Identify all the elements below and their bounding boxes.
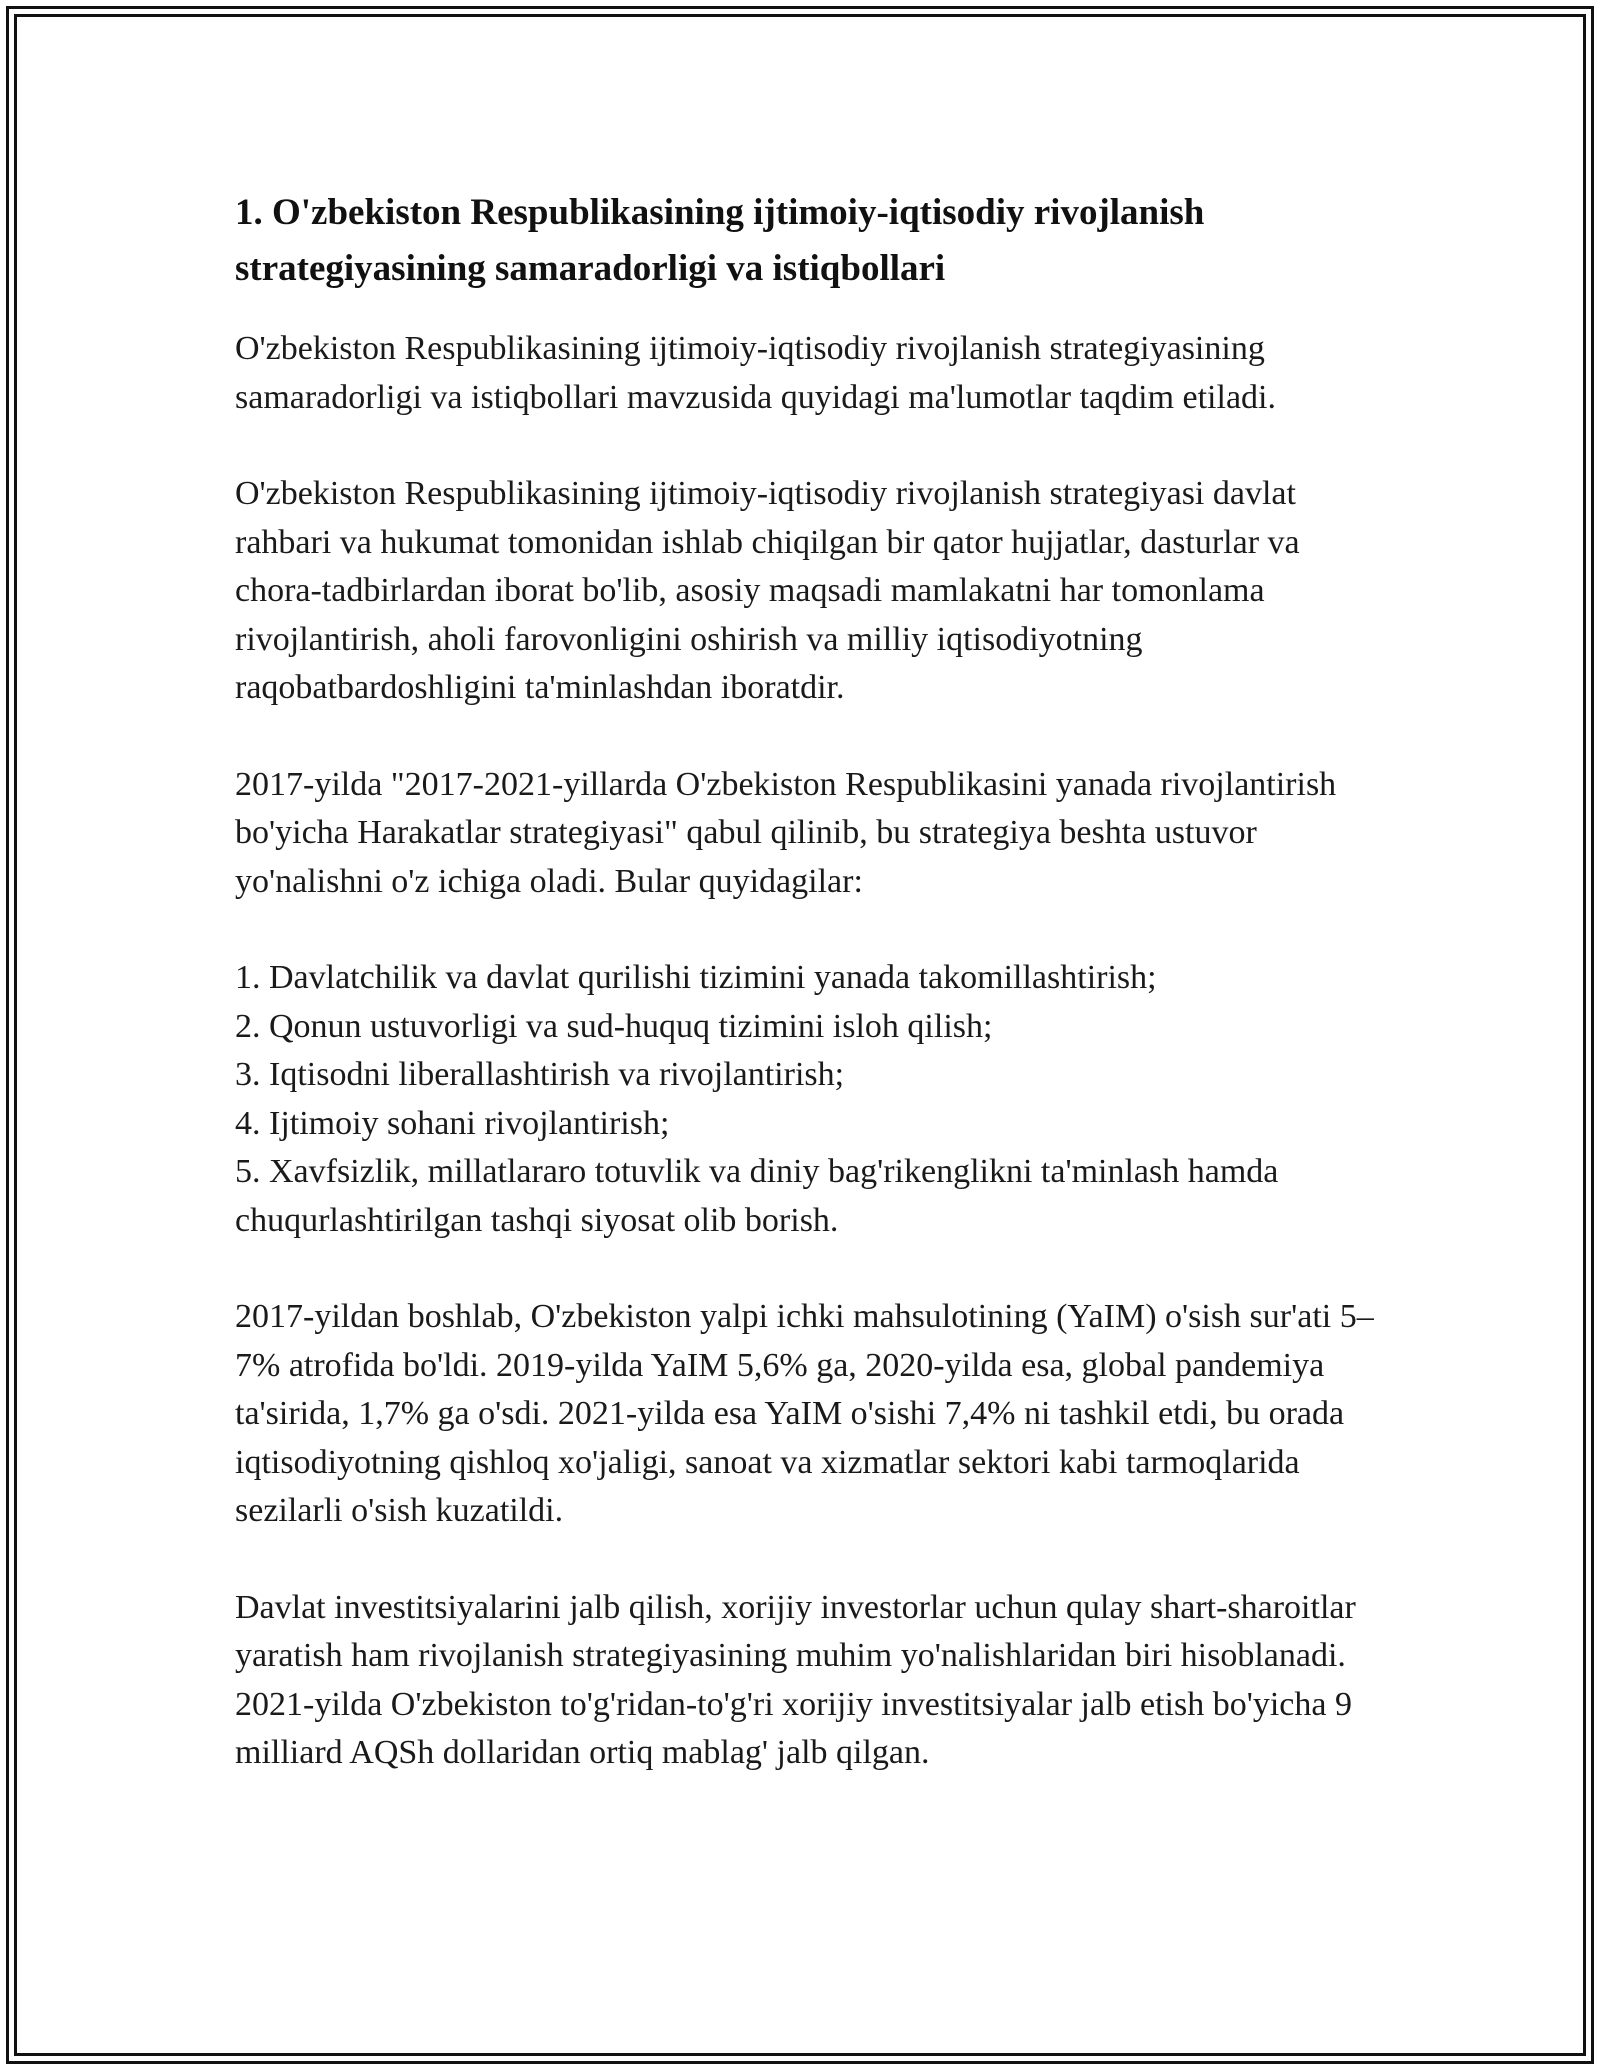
- priority-item: 2. Qonun ustuvorligi va sud-huquq tizimini isloh qilish;: [235, 1007, 993, 1045]
- gdp-growth-paragraph: 2017-yildan boshlab, O'zbekiston yalpi ichki mahsulotining (YaIM) o'sish sur'ati 5–7% atrofida bo'ldi. 2019-yilda YaIM 5,6% ga, 2020-yilda esa, global pandemiya ta'sirida, 1,7% ga o'sdi. 2021-yilda esa YaIM o'sishi 7,4% ni tashkil etdi, bu orada iqtisodiyotning qishloq xo'jaligi, sanoat va xizmatlar sektori kabi tarmoqlarida sezilarli o'sish kuzatildi.: [235, 1298, 1374, 1529]
- priority-item: 5. Xavfsizlik, millatlararo totuvlik va diniy bag'rikenglikni ta'minlash hamda chuqurlashtirilgan tashqi siyosat olib borish.: [235, 1153, 1279, 1239]
- document-title: 1. O'zbekiston Respublikasining ijtimoiy-iqtisodiy rivojlanish strategiyasining samaradorligi va istiqbollari: [235, 192, 1205, 289]
- priority-item: 3. Iqtisodni liberallashtirish va rivojlantirish;: [235, 1056, 845, 1093]
- priority-item: 1. Davlatchilik va davlat qurilishi tizimini yanada takomillashtirish;: [235, 959, 1157, 996]
- intro-paragraph: O'zbekiston Respublikasining ijtimoiy-iqtisodiy rivojlanish strategiyasining samaradorligi va istiqbollari mavzusida quyidagi ma'lumotlar taqdim etiladi.: [235, 330, 1276, 416]
- strategy-description-paragraph: O'zbekiston Respublikasining ijtimoiy-iqtisodiy rivojlanish strategiyasi davlat rahbari va hukumat tomonidan ishlab chiqilgan bir qator hujjatlar, dasturlar va chora-tadbirlardan iborat bo'lib, asosiy maqsadi mamlakatni har tomonlama rivojlantirish, aholi farovonligini oshirish va milliy iqtisodiyotning raqobatbardoshligini ta'minlashdan iboratdir.: [235, 475, 1300, 706]
- priority-item: 4. Ijtimoiy sohani rivojlantirish;: [235, 1104, 670, 1142]
- priority-list: [235, 954, 1375, 1245]
- document-body: [235, 185, 1375, 1826]
- investment-paragraph: Davlat investitsiyalarini jalb qilish, xorijiy investorlar uchun qulay shart-sharoitlar yaratish ham rivojlanish strategiyasining muhim yo'nalishlaridan biri hisoblanadi. 2021-yilda O'zbekiston to'g'ridan-to'g'ri xorijiy investitsiyalar jalb etish bo'yicha 9 milliard AQSh dollaridan ortiq mablag' jalb qilgan.: [235, 1588, 1356, 1771]
- action-strategy-paragraph: 2017-yilda "2017-2021-yillarda O'zbekiston Respublikasini yanada rivojlantirish bo'yicha Harakatlar strategiyasi" qabul qilinib, bu strategiya beshta ustuvor yo'nalishni o'z ichiga oladi. Bular quyidagilar:: [235, 765, 1337, 900]
